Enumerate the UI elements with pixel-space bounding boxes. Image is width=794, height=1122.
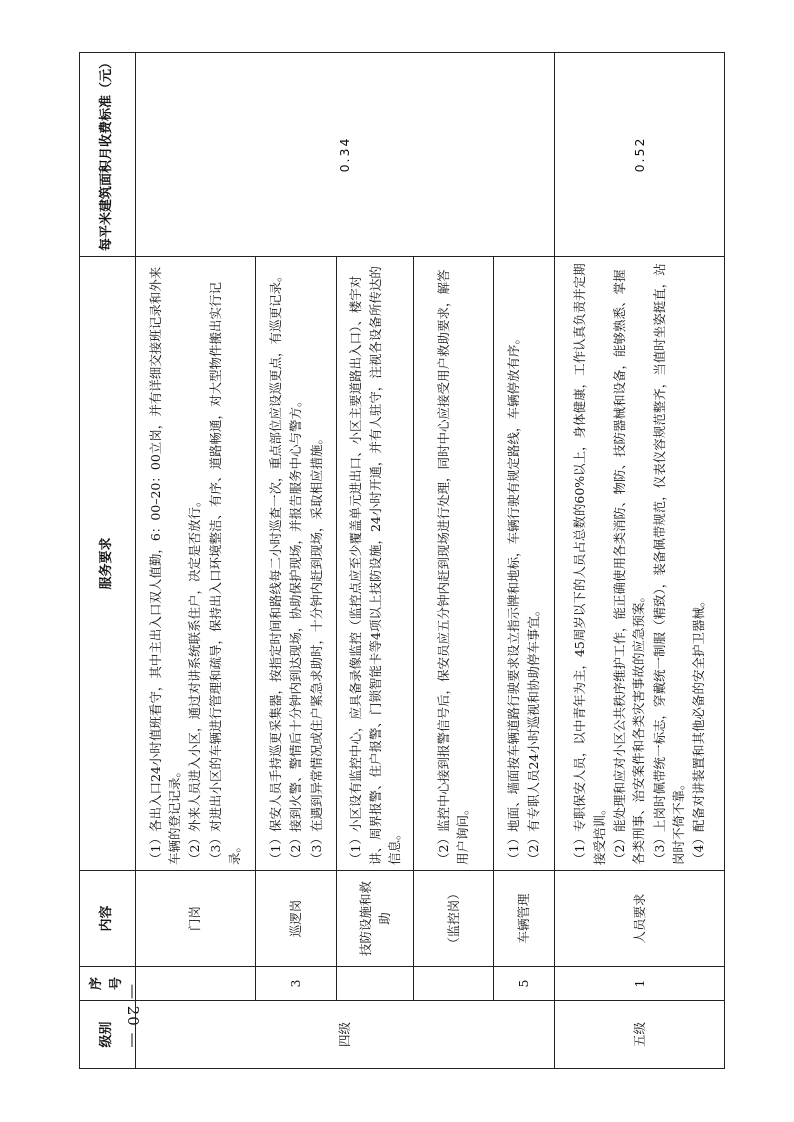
- row-content: 技防设施和救助: [337, 871, 414, 967]
- row-requirements: [414, 257, 493, 871]
- requirement-item: （3）上岗时佩带统一标志，穿戴统一制服（精致），装备佩带规范，仪表仪容规范整齐，当值时坐姿挺直，站岗时不倚不靠。: [651, 263, 686, 865]
- row-seq: [337, 967, 414, 1001]
- table-header-row: [80, 53, 136, 1069]
- header-requirements: 服务要求: [80, 257, 136, 871]
- fee-value: 0.34: [135, 53, 554, 257]
- rotated-table-container: [79, 53, 725, 1069]
- requirement-item: （1）保安人员手持巡更采集器，按指定时间和路线每二小时巡查一次，重点部位应设巡更点，有巡更记录。: [267, 269, 283, 865]
- row-requirements: [554, 257, 724, 871]
- requirement-item: （2）监控中心接到报警信号后，保安员应五分钟内赶到现场进行处理，同时中心应接受用户救助要求，解答用户询问。: [436, 269, 471, 865]
- requirement-item: （1）专职保安人员，以中青年为主，45周岁以下的人员占总数的60%以上，身体健康，工作认真负责并定期接受培训。: [572, 263, 607, 865]
- row-content: 巡逻岗: [255, 871, 337, 967]
- requirement-item: （1）地面、墙面按车辆道路行驶要求设立指示牌和地标，车辆行驶有规定路线，车辆停放有序。: [505, 332, 521, 865]
- requirement-item: （1）各出入口24小时值班看守，其中主出入口双人值勤，6：00–20：00立岗，并有详细交接班记录和外来车辆的登记记录。: [147, 266, 182, 865]
- requirement-item: （3）在遇到异常情况或住户紧急求助时，十分钟内赶到现场，采取相应措施。: [308, 432, 324, 865]
- row-content: 车辆管理: [493, 871, 554, 967]
- table-row: [554, 53, 724, 1069]
- table-row: [135, 53, 255, 1069]
- level-label: 五级: [554, 1001, 724, 1069]
- row-requirements: [255, 257, 337, 871]
- requirement-item: （2）能处理和应对小区公共秩序维护工作，能正确使用各类消防、物防、技防器械和设备，能够熟悉、掌握各类刑事、治安案件和各类灾害事故的应急预案。: [611, 269, 647, 865]
- row-content: 门岗: [135, 871, 255, 967]
- row-seq: 5: [493, 967, 554, 1001]
- requirement-item: （2）有专职人员24小时巡视和协助停车事宜。: [526, 603, 542, 865]
- header-fee: 每平米建筑面积月收费标准（元）: [80, 53, 136, 257]
- row-seq: 1: [554, 967, 724, 1001]
- header-level: 级别: [80, 1001, 136, 1069]
- row-seq: [414, 967, 493, 1001]
- row-seq: 3: [255, 967, 337, 1001]
- requirement-item: （4）配备对讲装置和其他必备的安全护卫器械。: [691, 594, 707, 865]
- row-requirements: [135, 257, 255, 871]
- requirement-item: （3）对进出小区的车辆进行管理和疏导，保持出入口环境整洁、有序、道路畅通，对大型物件搬出实行记录。: [207, 282, 243, 865]
- row-content: 人员要求: [554, 871, 724, 967]
- row-content: （监控岗）: [414, 871, 493, 967]
- row-seq: [135, 967, 255, 1001]
- requirement-item: （1）小区设有监控中心，应具备录像监控（监控点应至少覆盖单元进出口、小区主要道路出入口）、楼宇对讲、周界报警、住户报警、门锁智能卡等4项以上技防设施，24小时开通，并有人驻守，注视各设备所传达的信息。: [348, 266, 402, 865]
- level-label: 四级: [135, 1001, 554, 1069]
- fee-value: 0.52: [554, 53, 724, 257]
- row-requirements: [337, 257, 414, 871]
- page-number: — 20 —: [124, 983, 142, 1049]
- requirement-item: （2）接到火警、警情后十分钟内到达现场，协助保护现场，并报告服务中心与警方。: [288, 394, 304, 865]
- requirement-item: （2）外来人员进入小区，通过对讲系统联系住户，决定是否放行。: [187, 494, 203, 865]
- row-requirements: [493, 257, 554, 871]
- header-seq: 序号: [80, 967, 136, 1001]
- header-content: 内容: [80, 871, 136, 967]
- service-standard-table: [79, 52, 725, 1069]
